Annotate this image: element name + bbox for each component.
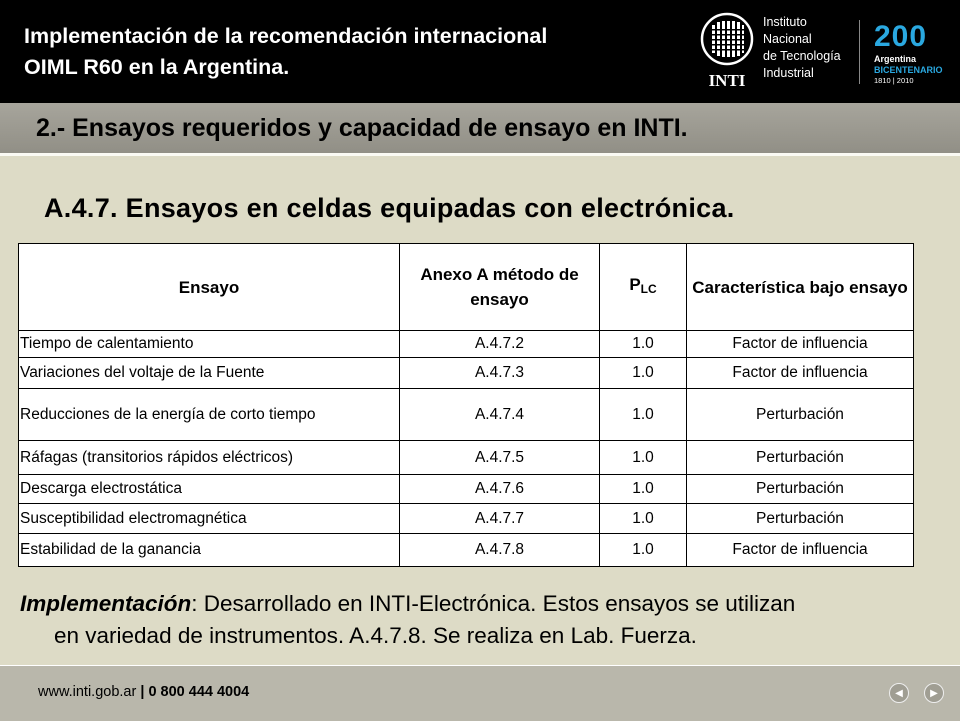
cell-plc: 1.0 [600,534,687,567]
table-row [19,389,914,441]
next-arrow-icon: ▶ [930,688,938,699]
header-bar [0,0,960,103]
institute-line: Instituto [763,15,807,29]
cell-caracteristica: Perturbación [687,504,914,534]
inti-logo [698,12,756,92]
cell-ensayo: Descarga electrostática [19,475,400,504]
institute-name [763,14,841,82]
institute-line: de Tecnología [763,49,841,63]
cell-caracteristica: Perturbación [687,441,914,475]
footer-phone: 0 800 444 4004 [148,684,250,700]
header-divider [859,20,860,84]
column-header-plc [600,244,687,331]
column-header-caracteristica: Característica bajo ensayo [687,244,914,331]
presentation-title-line-1: Implementación de la recomendación internacional [24,24,548,48]
cell-anexo: A.4.7.4 [400,389,600,441]
institute-line: Nacional [763,32,812,46]
table-row [19,475,914,504]
cell-ensayo: Tiempo de calentamiento [19,331,400,358]
cell-plc: 1.0 [600,389,687,441]
bicentenario-number: 200 [874,20,928,53]
cell-ensayo: Variaciones del voltaje de la Fuente [19,358,400,389]
footer-bar [0,665,960,721]
cell-caracteristica: Factor de influencia [687,358,914,389]
inti-logo-caption: INTI [708,71,746,90]
table-row [19,358,914,389]
section-bar [0,103,960,156]
prev-slide-button[interactable] [889,683,909,703]
implementation-note [20,588,950,652]
bicentenario-years: 1810 | 2010 [874,76,914,85]
implementation-line-1 [20,588,950,620]
cell-ensayo: Estabilidad de la ganancia [19,534,400,567]
bicentenario-logo [874,20,954,86]
table-row [19,504,914,534]
slide-title: A.4.7. Ensayos en celdas equipadas con electrónica. [44,193,735,223]
cell-anexo: A.4.7.6 [400,475,600,504]
institute-line: Industrial [763,66,814,80]
table-row [19,441,914,475]
cell-ensayo: Ráfagas (transitorios rápidos eléctricos) [19,441,400,475]
cell-plc: 1.0 [600,331,687,358]
bicentenario-country: Argentina [874,54,917,64]
cell-plc: 1.0 [600,358,687,389]
cell-plc: 1.0 [600,475,687,504]
implementation-text-1: : Desarrollado en INTI-Electrónica. Estos ensayos se utilizan [191,591,796,616]
cell-plc: 1.0 [600,441,687,475]
cell-plc: 1.0 [600,504,687,534]
table-row [19,534,914,567]
cell-anexo: A.4.7.2 [400,331,600,358]
cell-ensayo: Susceptibilidad electromagnética [19,504,400,534]
prev-arrow-icon: ◀ [895,688,903,699]
cell-anexo: A.4.7.7 [400,504,600,534]
section-title: 2.- Ensayos requeridos y capacidad de ensayo en INTI. [36,114,688,142]
plc-symbol: P [629,275,641,294]
cell-anexo: A.4.7.3 [400,358,600,389]
implementation-text-2: en variedad de instrumentos. A.4.7.8. Se realiza en Lab. Fuerza. [54,623,697,648]
cell-anexo: A.4.7.8 [400,534,600,567]
footer-website[interactable]: www.inti.gob.ar [38,684,137,700]
cell-anexo: A.4.7.5 [400,441,600,475]
cell-caracteristica: Factor de influencia [687,534,914,567]
presentation-title-line-2: OIML R60 en la Argentina. [24,55,290,79]
footer-separator: | [136,684,149,700]
plc-subscript: LC [640,282,657,296]
cell-caracteristica: Perturbación [687,389,914,441]
table-row [19,331,914,358]
table-header-row [19,244,914,331]
cell-caracteristica: Factor de influencia [687,331,914,358]
bicentenario-label: BICENTENARIO [874,65,943,75]
next-slide-button[interactable] [924,683,944,703]
tests-table [18,243,914,567]
cell-ensayo: Reducciones de la energía de corto tiempo [19,389,400,441]
footer-contact [38,684,249,700]
implementation-label: Implementación [20,591,192,616]
presentation-title [24,21,684,83]
cell-caracteristica: Perturbación [687,475,914,504]
column-header-anexo: Anexo A método de ensayo [400,244,600,331]
column-header-ensayo: Ensayo [19,244,400,331]
